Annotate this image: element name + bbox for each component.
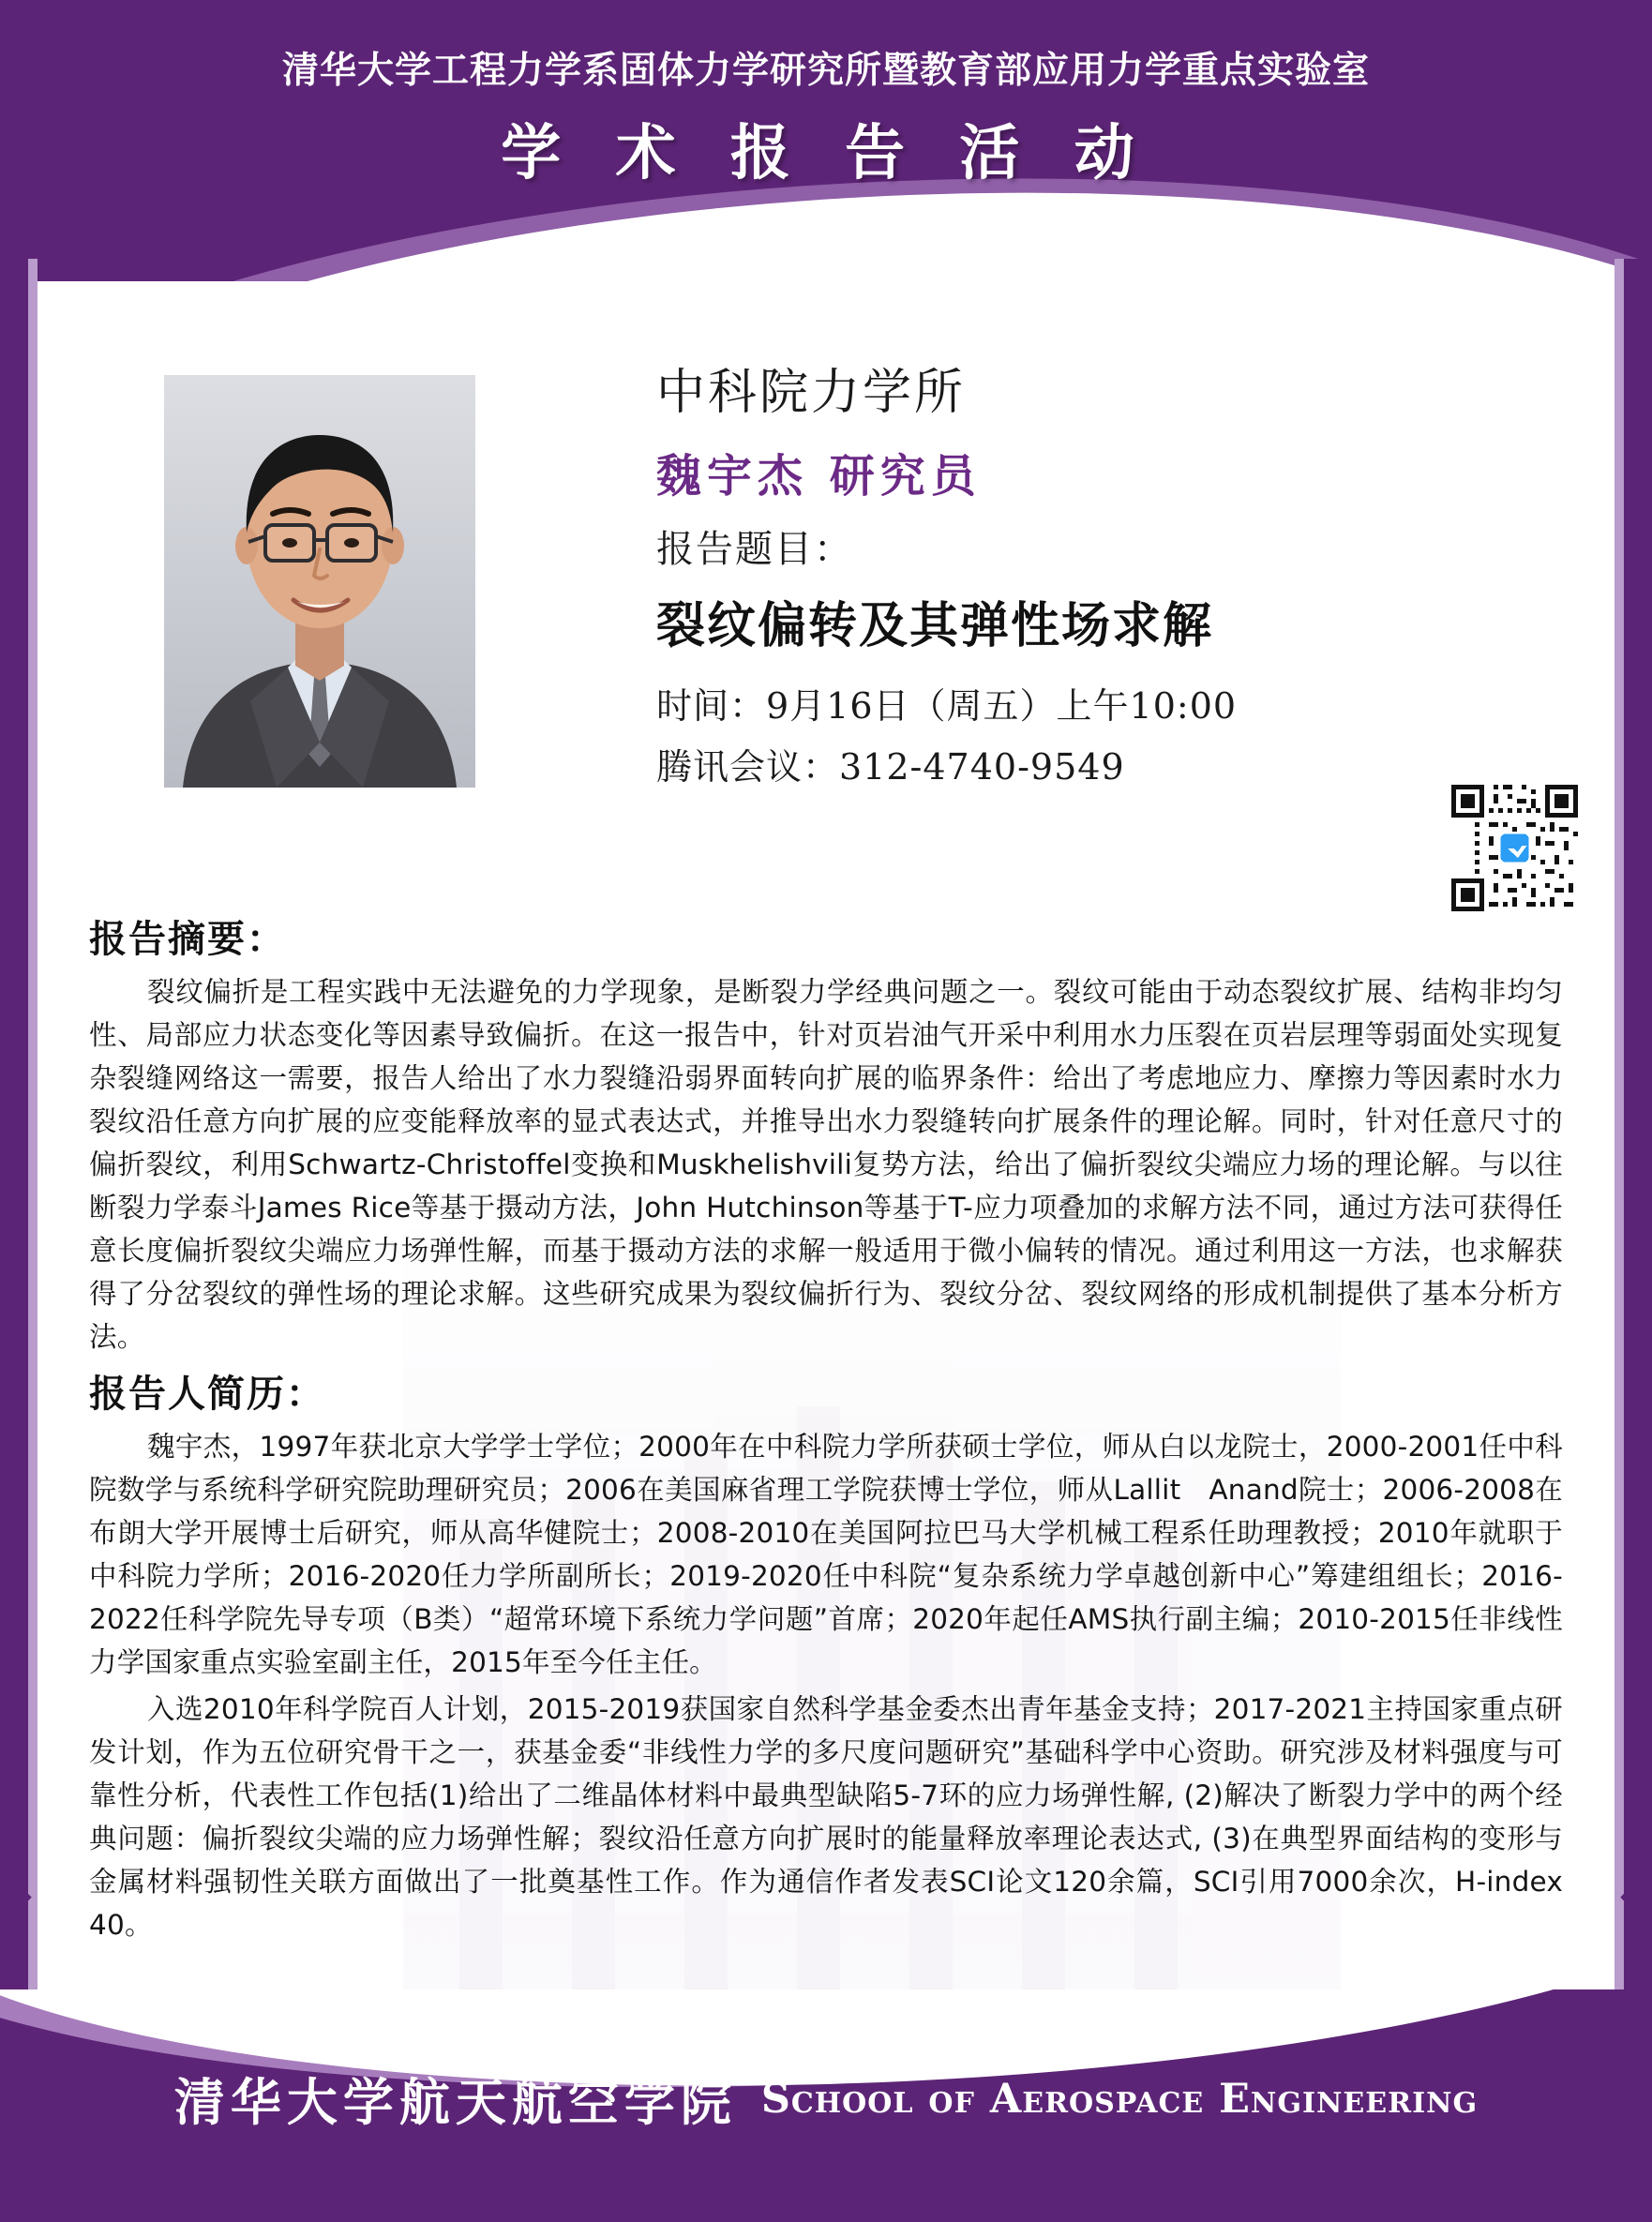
bio-section [89,1364,1563,1950]
footer-school-en: School of Aerospace Engineering [760,2075,1479,2123]
bio-paragraph-1: 魏宇杰，1997年获北京大学学士学位；2000年在中科院力学所获硕士学位，师从白以龙院士，2000-2001任中科院数学与系统科学研究院助理研究员；2006在美国麻省理工学院获博士学位，师从Lallit Anand院士；2006-2008在布朗大学开展博士后研究，师从高华健院士；2008-2010在美国阿拉巴马大学机械工程系任助理教授；2010年就职于中科院力学所；2016-2020任力学所副所长；2019-2020任中科院“复杂系统力学卓越创新中心”筹建组组长；2016-2022任科学院先导专项（B类）“超常环境下系统力学问题”首席；2020年起任AMS执行副主编；2010-2015任非线性力学国家重点实验室副主任，2015年至今任主任。 [89,1431,1563,1678]
qr-code-icon [1447,780,1583,916]
left-border-bar-inner [28,259,38,1989]
event-title: 学 术 报 告 活 动 [501,118,1151,188]
poster-footer [0,1989,1652,2222]
right-border-bar [1624,259,1652,1989]
speaker-name: 魏宇杰 研究员 [656,450,982,503]
talk-time: 时间：9月16日（周五）上午10:00 [656,685,1238,727]
bio-title: 报告人简历： [89,1372,325,1416]
poster-header [0,0,1652,281]
topic-label: 报告题目： [656,528,853,571]
bio-paragraph-2: 入选2010年科学院百人计划，2015-2019获国家自然科学基金委杰出青年基金支持；2017-2021主持国家重点研发计划，作为五位研究骨干之一，获基金委“非线性力学的多尺度问题研究”基础科学中心资助。研究涉及材料强度与可靠性分析，代表性工作包括(1)给出了二维晶体材料中最典型缺陷5-7环的应力场弹性解, (2)解决了断裂力学中的两个经典问题：偏折裂纹尖端的应力场弹性解；裂纹沿任意方向扩展时的能量释放率理论表达式, (3)在典型界面结构的变形与金属材料强韧性关联方面做出了一批奠基性工作。作为通信作者发表SCI论文120余篇，SCI引用7000余次，H-index 40。 [89,1693,1563,1941]
left-border-bar [0,259,28,1989]
speaker-photo [164,375,475,788]
abstract-section [89,909,1563,1362]
right-border-bar-inner [1614,259,1624,1989]
abstract-paragraph: 裂纹偏折是工程实践中无法避免的力学现象，是断裂力学经典问题之一。裂纹可能由于动态裂纹扩展、结构非均匀性、局部应力状态变化等因素导致偏折。在这一报告中，针对页岩油气开采中利用水力压裂在页岩层理等弱面处实现复杂裂缝网络这一需要，报告人给出了水力裂缝沿弱界面转向扩展的临界条件：给出了考虑地应力、摩擦力等因素时水力裂纹沿任意方向扩展的应变能释放率的显式表达式，并推导出水力裂缝转向扩展条件的理论解。同时，针对任意尺寸的偏折裂纹，利用Schwartz-Christoffel变换和Muskhelishvili复势方法，给出了偏折裂纹尖端应力场的理论解。与以往断裂力学泰斗James Rice等基于摄动方法，John Hutchinson等基于T-应力项叠加的求解方法不同，通过方法可获得任意长度偏折裂纹尖端应力场弹性解，而基于摄动方法的求解一般适用于微小偏转的情况。通过利用这一方法，也求解获得了分岔裂纹的弹性场的理论求解。这些研究成果为裂纹偏折行为、裂纹分岔、裂纹网络的形成机制提供了基本分析方法。 [89,976,1563,1353]
speaker-institute: 中科院力学所 [656,365,967,421]
footer-content [0,2063,1652,2135]
talk-title: 裂纹偏转及其弹性场求解 [656,597,1214,654]
footer-school-cn: 清华大学航天航空学院 [173,2072,737,2132]
organization-line: 清华大学工程力学系固体力学研究所暨教育部应用力学重点实验室 [281,50,1370,92]
abstract-title: 报告摘要： [89,917,286,961]
speaker-info-block [656,353,1547,799]
meeting-id: 腾讯会议：312-4740-9549 [656,746,1125,788]
